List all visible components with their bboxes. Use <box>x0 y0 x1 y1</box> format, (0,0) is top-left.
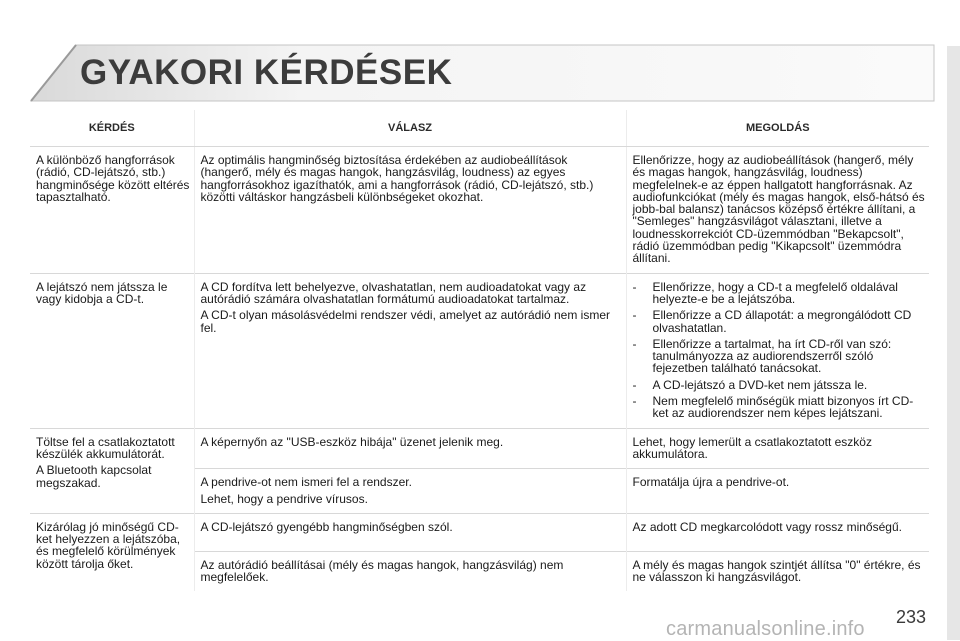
list-item: - A CD-lejátszó a DVD-ket nem játssza le. <box>633 379 926 391</box>
header-question: KÉRDÉS <box>30 110 194 147</box>
question-cell: A különböző hangforrások (rádió, CD-lejátszó, stb.) hangminősége között eltérés tapasztalható. <box>30 147 194 274</box>
list-item: - Nem megfelelő minőségük miatt bizonyos írt CD-ket az audiorendszer nem képes lejátszani. <box>633 395 926 420</box>
list-item: - Ellenőrizze, hogy a CD-t a megfelelő oldalával helyezte-e be a lejátszóba. <box>633 281 926 306</box>
answer-cell: A képernyőn az "USB-eszköz hibája" üzenet jelenik meg. <box>194 428 626 469</box>
answer-cell: A CD-lejátszó gyengébb hangminőségben szól. <box>194 513 626 551</box>
header-solution: MEGOLDÁS <box>626 110 929 147</box>
solution-cell: Az adott CD megkarcolódott vagy rossz minőségű. <box>626 513 929 551</box>
answer-text: A CD-t olyan másolásvédelmi rendszer védi, amelyet az autórádió nem ismer fel. <box>200 308 611 335</box>
answer-cell <box>194 469 626 514</box>
page-title: GYAKORI KÉRDÉSEK <box>80 53 453 92</box>
list-item: - Ellenőrizze a tartalmat, ha írt CD-ről van szó: tanulmányozza az audiorendszerről szóló fejezetben található tanácsokat. <box>633 338 926 375</box>
table-row <box>30 147 929 274</box>
table-row <box>30 513 929 551</box>
watermark: carmanualsonline.info <box>666 618 865 640</box>
question-text: Töltse fel a csatlakoztatott készülék akkumulátorát. <box>36 434 175 461</box>
answer-cell: Az autórádió beállításai (mély és magas hangok, hangzásvilág) nem megfelelőek. <box>194 551 626 591</box>
question-cell <box>30 428 194 513</box>
answer-cell <box>194 273 626 428</box>
solution-cell: Ellenőrizze, hogy az audiobeállítások (hangerő, mély és magas hangok, hangzásvilág, loudness) megfelelnek-e az éppen hallgatott hangforrásnak. Az audiofunkciókat (mély és magas hangok, első-hátsó és jobb-bal balansz) tanácsos középső értékre állítani, a "Semleges" hangzásvilágot választani, illetve a loudnesskorrekciót CD-üzemmódban "Bekapcsolt", rádió üzemmódban pedig "Kikapcsolt" üzemmódra állítani. <box>626 147 929 274</box>
answer-cell: Az optimális hangminőség biztosítása érdekében az audiobeállítások (hangerő, mély és magas hangok, hangzásvilág, loudness) az egyes hangforrásokhoz igazíthatók, ami a hangforrások (rádió, CD-lejátszó, stb.) közötti váltáskor hangzásbeli különbségeket okozhat. <box>194 147 626 274</box>
table-row <box>30 428 929 469</box>
question-cell: A lejátszó nem játssza le vagy kidobja a CD-t. <box>30 273 194 428</box>
answer-text: Lehet, hogy a pendrive vírusos. <box>200 491 368 506</box>
side-strip <box>947 46 960 640</box>
answer-text: A CD fordítva lett behelyezve, olvashatatlan, nem audioadatokat vagy az autórádió számára olvashatatlan formátumú audioadatokat tartalmaz. <box>200 279 587 306</box>
header-answer: VÁLASZ <box>194 110 626 147</box>
question-text: A Bluetooth kapcsolat megszakad. <box>36 463 152 490</box>
solution-cell <box>626 273 929 428</box>
answer-text: A pendrive-ot nem ismeri fel a rendszer. <box>200 475 412 490</box>
table-header-row <box>30 110 929 147</box>
page-number: 233 <box>896 607 927 627</box>
solution-cell: Formatálja újra a pendrive-ot. <box>626 469 929 514</box>
question-cell: Kizárólag jó minőségű CD-ket helyezzen a lejátszóba, és megfelelő körülmények között tárolja őket. <box>30 513 194 591</box>
table-row <box>30 273 929 428</box>
faq-table <box>30 110 929 591</box>
solution-list <box>633 281 926 420</box>
list-item: - Ellenőrizze a CD állapotát: a megrongálódott CD olvashatatlan. <box>633 309 926 334</box>
solution-cell: A mély és magas hangok szintjét állítsa "0" értékre, és ne válasszon ki hangzásvilágot. <box>626 551 929 591</box>
solution-cell: Lehet, hogy lemerült a csatlakoztatott eszköz akkumulátora. <box>626 428 929 469</box>
